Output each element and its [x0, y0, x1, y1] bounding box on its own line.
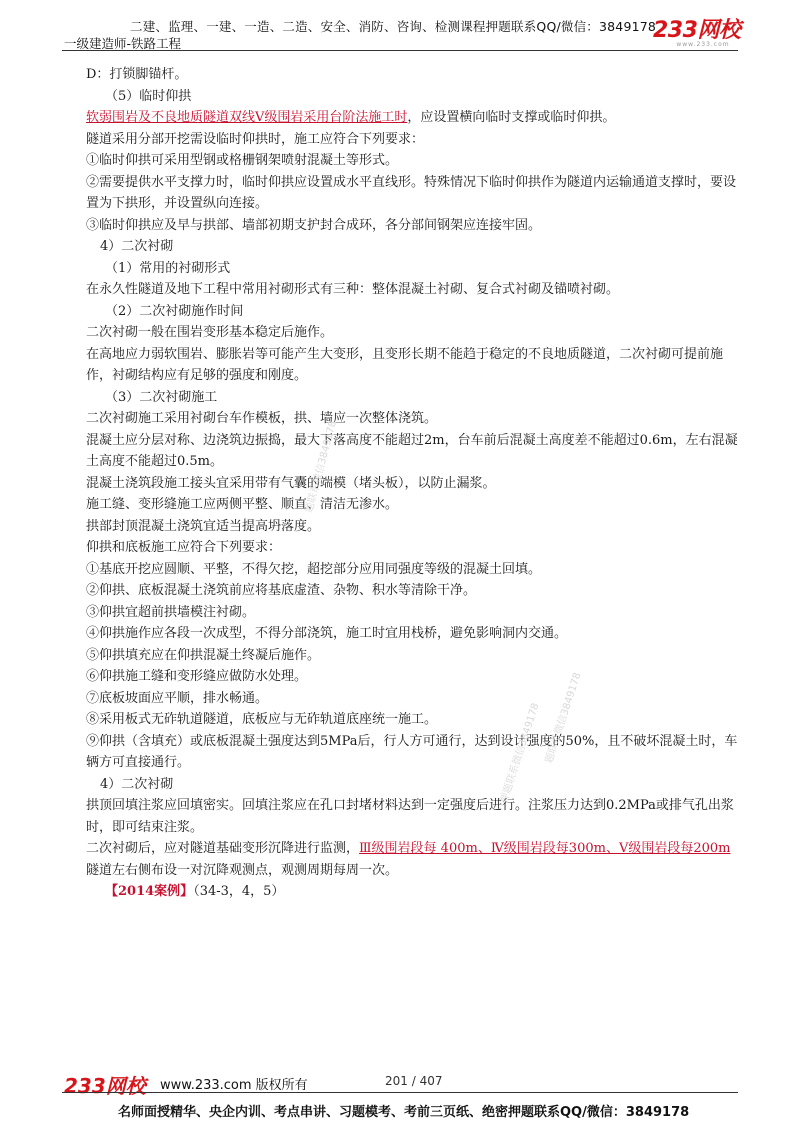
list-item: ①基底开挖应圆顺、平整，不得欠挖，超挖部分应用同强度等级的混凝土回填。: [86, 561, 542, 577]
header-rule: [62, 50, 738, 51]
watermark: 题联系微信3849178: [543, 671, 584, 765]
header-logo-text: 233网校: [653, 18, 741, 43]
list-item: ②仰拱、底板混凝土浇筑前应将基底虚渣、杂物、积水等清除干净。: [86, 583, 477, 598]
subsection-heading: （1）常用的衬砌形式: [105, 260, 231, 276]
header-logo-url: www.233.com: [676, 41, 730, 48]
list-item: ④仰拱施作应各段一次成型，不得分部浇筑，施工时宜用栈桥，避免影响洞内交通。: [86, 626, 568, 641]
paragraph-text: ，应设置横向临时支撑或临时仰拱。: [407, 110, 616, 125]
case-ref-numbers: （34-3，4，5）: [193, 884, 285, 899]
list-item: ⑦底板坡面应平顺，排水畅通。: [86, 690, 269, 706]
page-number: 201 / 407: [385, 1074, 443, 1088]
paragraph: 混凝土浇筑段施工接头宜采用带有气囊的端模（堵头板），以防止漏浆。: [86, 475, 496, 491]
paragraph: 仰拱和底板施工应符合下列要求：: [86, 540, 282, 555]
watermark: 押题联系微信3849178: [498, 701, 542, 805]
list-item: ⑤仰拱填充应在仰拱混凝土终凝后施作。: [86, 647, 321, 663]
subsection-heading: （3）二次衬砌施工: [105, 389, 218, 405]
footer-copyright: www.233.com 版权所有: [160, 1078, 308, 1093]
paragraph: 施工缝、变形缝施工应两侧平整、顺直、清洁无渗水。: [86, 497, 399, 512]
paragraph: 混凝土应分层对称、边浇筑边振捣，最大下落高度不能超过2m，台车前后混凝土高度差不能超过0.6m，左右混凝土高度不能超过0.5m。: [86, 432, 738, 469]
paragraph: 二次衬砌一般在围岩变形基本稳定后施作。: [86, 325, 334, 340]
paragraph: D：打锁脚锚杆。: [86, 67, 188, 82]
watermark: 题联系微信3849178: [303, 419, 339, 514]
section-heading: 4）二次衬砌: [100, 776, 174, 792]
header-subtitle: 一级建造师-铁路工程: [64, 36, 182, 51]
page-content: [86, 64, 738, 903]
paragraph-text: 隧道左右侧布设一对沉降观测点，观测周期每周一次。: [86, 862, 399, 878]
list-item: ⑥仰拱施工缝和变形缝应做防水处理。: [86, 669, 308, 684]
paragraph: 拱顶回填注浆应回填密实。回填注浆应在孔口封堵材料达到一定强度后进行。注浆压力达到0.2MPa或排气孔出浆时，即可结束注浆。: [86, 798, 734, 835]
subsection-heading: （2）二次衬砌施作时间: [105, 303, 244, 319]
list-item: ⑨仰拱（含填充）或底板混凝土强度达到5MPa后，行人方可通行，达到设计强度的50%，且不破坏混凝土时，车辆方可直接通行。: [86, 733, 738, 770]
paragraph: 二次衬砌施工采用衬砌台车作模板，拱、墙应一次整体浇筑。: [86, 411, 438, 426]
header-top-text: 二建、监理、一建、一造、二造、安全、消防、咨询、检测课程押题联系QQ/微信：3849178: [130, 19, 657, 34]
paragraph: 在高地应力弱软围岩、膨胀岩等可能产生大变形，且变形长期不能趋于稳定的不良地质隧道，二次衬砌可提前施作，衬砌结构应有足够的强度和刚度。: [86, 346, 724, 383]
highlight-text: Ⅲ级围岩段每 400m、Ⅳ级围岩段每300m、V级围岩段每200m: [359, 841, 731, 856]
footer-rule: [62, 1092, 738, 1093]
case-label: 【2014案例】: [105, 884, 194, 899]
section-heading: （5）临时仰拱: [105, 88, 192, 104]
list-item: ③仰拱宜超前拱墙模注衬砌。: [86, 604, 256, 620]
paragraph: 在永久性隧道及地下工程中常用衬砌形式有三种：整体混凝土衬砌、复合式衬砌及锚喷衬砌。: [86, 282, 620, 297]
list-item: ③临时仰拱应及早与拱部、墙部初期支护封合成环，各分部间钢架应连接牢固。: [86, 217, 542, 233]
paragraph-text: 二次衬砌后，应对隧道基础变形沉降进行监测，: [86, 841, 360, 856]
paragraph: 拱部封顶混凝土浇筑宜适当提高坍落度。: [86, 518, 321, 534]
footer-logo: 233网校: [64, 1074, 146, 1098]
case-reference: [86, 881, 738, 903]
paragraph: [86, 107, 738, 129]
list-item: ②需要提供水平支撑力时，临时仰拱应设置成水平直线形。特殊情况下临时仰拱作为隧道内运输通道支撑时，要设置为下拱形，并设置纵向连接。: [86, 174, 737, 211]
list-item: ①临时仰拱可采用型钢或格栅钢架喷射混凝土等形式。: [86, 153, 399, 168]
paragraph: [86, 838, 738, 881]
footer-bottom-text: 名师面授精华、央企内训、考点串讲、习题模考、考前三页纸、绝密押题联系QQ/微信：3849178: [118, 1105, 690, 1120]
paragraph: 隧道采用分部开挖需设临时仰拱时，施工应符合下列要求：: [86, 131, 425, 147]
list-item: ⑧采用板式无砟轨道隧道，底板应与无砟轨道底座统一施工。: [86, 712, 438, 727]
header-logo: [653, 20, 753, 50]
highlight-text: 软弱围岩及不良地质隧道双线V级围岩采用台阶法施工时: [86, 110, 408, 125]
section-heading: 4）二次衬砌: [100, 239, 174, 254]
